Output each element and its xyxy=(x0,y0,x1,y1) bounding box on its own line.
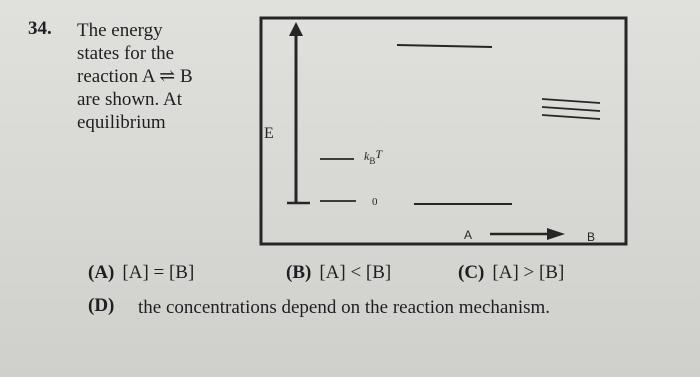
choice-c-letter: (C) xyxy=(458,262,485,283)
choice-c xyxy=(458,262,564,284)
energy-level-b-3 xyxy=(542,115,600,119)
zero-label: 0 xyxy=(372,196,378,208)
question-number: 34. xyxy=(28,18,52,39)
energy-axis-label: E xyxy=(264,125,274,142)
choice-a-letter: (A) xyxy=(88,262,115,283)
figure-frame xyxy=(261,18,626,244)
stem-line: are shown. At xyxy=(77,89,183,110)
choice-b-text: [A] < [B] xyxy=(319,262,392,283)
stem-line: The energy xyxy=(77,20,163,41)
kbt-label: $k_BT$ xyxy=(364,147,383,166)
reaction-arrow-head xyxy=(547,228,565,240)
energy-axis-arrowhead xyxy=(289,22,303,36)
choice-c-text: [A] > [B] xyxy=(492,262,565,283)
arrow-end-label: B xyxy=(587,230,596,244)
question-stem xyxy=(77,19,257,134)
choice-b-letter: (B) xyxy=(286,262,312,283)
choice-row-abc xyxy=(88,262,564,284)
energy-level-b-high xyxy=(397,45,492,47)
choice-d-letter: (D) xyxy=(88,295,115,316)
arrow-start-label: A xyxy=(464,228,473,242)
stem-line: states for the xyxy=(77,43,175,64)
answer-choices xyxy=(88,262,564,320)
choice-d xyxy=(88,295,564,320)
choice-b xyxy=(286,262,458,284)
choice-d-text: the concentrations depend on the reaction mechanism. xyxy=(138,297,551,318)
energy-level-b-1 xyxy=(542,99,600,103)
energy-level-b-2 xyxy=(542,107,600,111)
stem-line: reaction A ⇌ B xyxy=(77,66,193,87)
energy-level-diagram xyxy=(258,14,630,246)
stem-line: equilibrium xyxy=(77,112,166,133)
choice-a-text: [A] = [B] xyxy=(122,262,195,283)
choice-a xyxy=(88,262,286,284)
